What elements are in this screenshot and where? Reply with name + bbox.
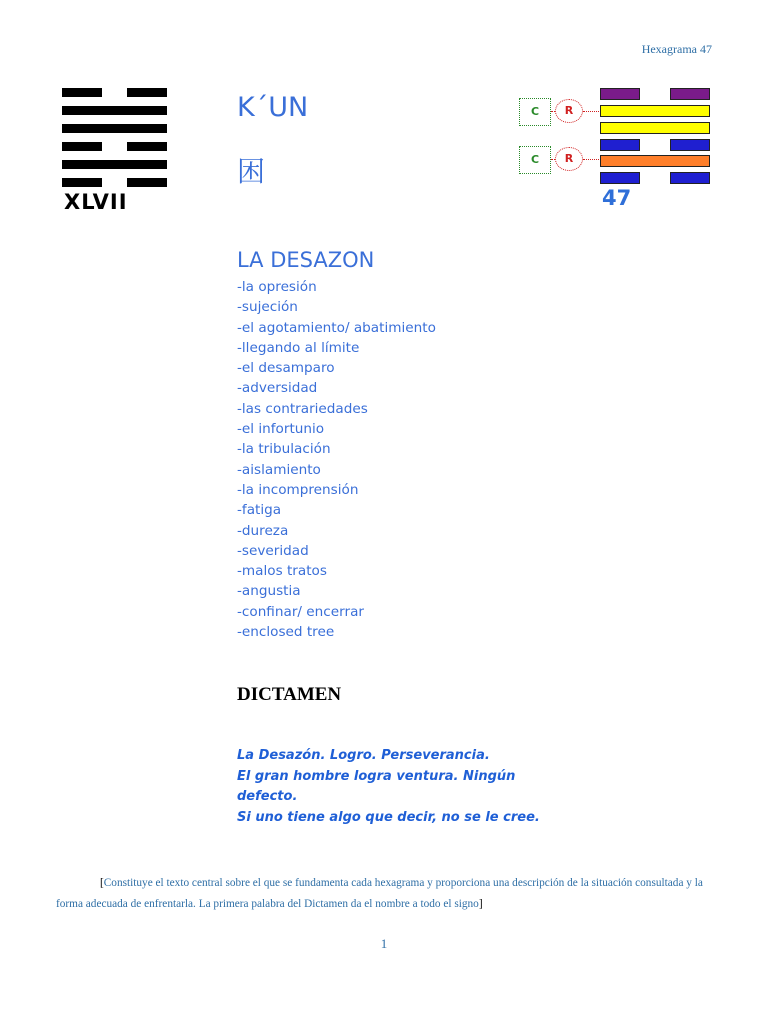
note-text: Constituye el texto central sobre el que se fundamenta cada hexagrama y proporciona una descripción de la situación consultada y la forma adecuada de enfrentarla. La primera palabra del Dictamen da el nombre a todo el signo [56, 877, 703, 910]
colored-line-broken [600, 139, 710, 151]
colored-line-solid [600, 122, 710, 134]
keyword-item: -enclosed tree [237, 624, 335, 641]
hexagram-title: K´UN [237, 92, 309, 123]
line-segment [600, 88, 640, 100]
keyword-item: -la tribulación [237, 441, 331, 458]
keyword-item: -la incomprensión [237, 481, 359, 498]
chinese-character: 困 [237, 155, 266, 188]
line-segment [600, 155, 710, 167]
keyword-item: -sujeción [237, 299, 298, 316]
colored-hexagram-figure [600, 88, 710, 184]
trigram-marker-upper [519, 98, 601, 128]
trigram-marker-lower [519, 146, 601, 176]
line-segment [600, 139, 640, 151]
line-segment [62, 142, 102, 151]
keyword-item: -adversidad [237, 380, 318, 397]
keyword-item: -malos tratos [237, 563, 327, 580]
keyword-item: -aislamiento [237, 461, 321, 478]
line-segment [670, 139, 710, 151]
line-segment [62, 160, 167, 169]
hexagram-line-solid [62, 160, 167, 169]
dictamen-line: La Desazón. Logro. Perseverancia. [237, 748, 490, 763]
line-segment [62, 178, 102, 187]
dictamen-note [56, 873, 716, 915]
marker-connector [583, 111, 601, 112]
keyword-item: -confinar/ encerrar [237, 603, 364, 620]
keyword-item: -llegando al límite [237, 339, 360, 356]
keyword-item: -angustia [237, 583, 301, 600]
hexagram-line-solid [62, 106, 167, 115]
c-marker: C [519, 146, 551, 174]
line-segment [127, 142, 167, 151]
line-segment [600, 172, 640, 184]
keyword-list [237, 277, 436, 642]
keyword-item: -el desamparo [237, 360, 335, 377]
page-number: 1 [380, 936, 388, 951]
dictamen-line: Si uno tiene algo que decir, no se le cree. [237, 809, 540, 825]
roman-numeral: XLVII [64, 190, 128, 214]
line-segment [127, 88, 167, 97]
r-marker: R [555, 99, 583, 123]
hexagram-figure [62, 88, 167, 188]
line-segment [127, 178, 167, 187]
line-segment [670, 172, 710, 184]
dictamen-text [237, 746, 557, 828]
c-marker: C [519, 98, 551, 126]
hexagram-line-solid [62, 124, 167, 133]
line-segment [62, 88, 102, 97]
dictamen-line: El gran hombre logra ventura. Ningún [237, 768, 516, 784]
dictamen-heading: DICTAMEN [237, 684, 342, 705]
line-segment [62, 124, 167, 133]
keyword-item: -el agotamiento/ abatimiento [237, 319, 436, 336]
keyword-item: -dureza [237, 522, 289, 539]
colored-line-broken [600, 88, 710, 100]
keyword-item: -las contrariedades [237, 400, 368, 417]
keyword-item: -fatiga [237, 502, 282, 519]
note-bracket-open: [ [100, 877, 104, 889]
keyword-item: -el infortunio [237, 421, 325, 438]
note-bracket-close: ] [478, 898, 483, 910]
line-segment [600, 105, 710, 117]
marker-connector [583, 159, 601, 160]
line-segment [600, 122, 710, 134]
hexagram-line-broken [62, 88, 167, 97]
section-heading: LA DESAZON [237, 248, 375, 272]
page-header-label: Hexagrama 47 [641, 42, 712, 56]
r-marker: R [555, 147, 583, 171]
colored-line-broken [600, 172, 710, 184]
hexagram-number: 47 [602, 186, 632, 210]
hexagram-line-broken [62, 178, 167, 187]
colored-line-solid [600, 155, 710, 167]
line-segment [62, 106, 167, 115]
hexagram-line-broken [62, 142, 167, 151]
colored-line-solid [600, 105, 710, 117]
keyword-item: -la opresión [237, 279, 317, 295]
dictamen-line: defecto. [237, 789, 298, 804]
line-segment [670, 88, 710, 100]
keyword-item: -severidad [237, 542, 309, 559]
